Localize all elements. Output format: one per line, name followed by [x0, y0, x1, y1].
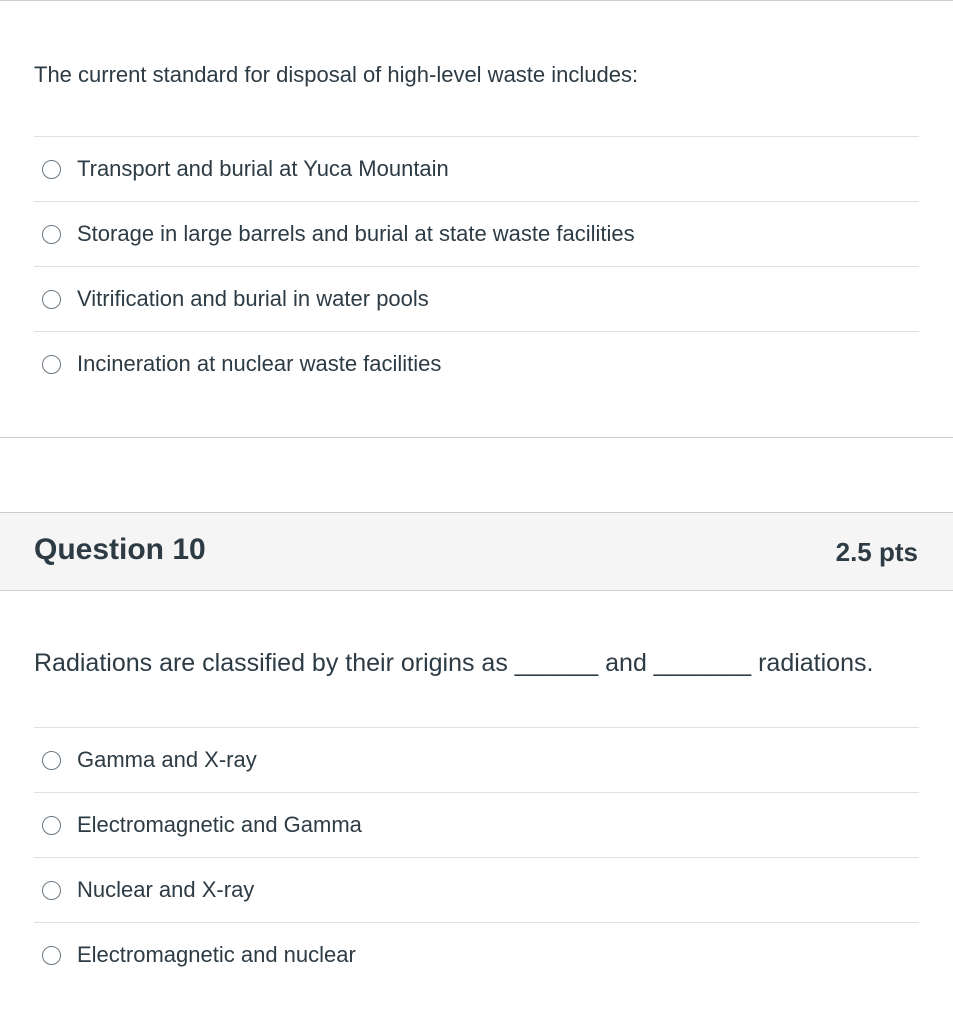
- question-9: [0, 0, 953, 438]
- question-10-answers: [34, 727, 919, 987]
- answer-option[interactable]: [34, 201, 919, 266]
- answer-label[interactable]: Storage in large barrels and burial at state waste facilities: [77, 221, 635, 246]
- answer-label[interactable]: Nuclear and X-ray: [77, 877, 255, 902]
- radio-button[interactable]: [42, 816, 61, 835]
- question-10: [0, 591, 953, 1024]
- answer-option[interactable]: [34, 792, 919, 857]
- question-9-text: The current standard for disposal of high-level waste includes:: [34, 62, 639, 87]
- answer-label[interactable]: Gamma and X-ray: [77, 747, 257, 772]
- answer-option[interactable]: [34, 136, 919, 201]
- question-10-header: [0, 512, 953, 591]
- answer-option[interactable]: [34, 331, 919, 396]
- answer-option[interactable]: [34, 727, 919, 792]
- radio-button[interactable]: [42, 881, 61, 900]
- radio-button[interactable]: [42, 355, 61, 374]
- question-10-text: Radiations are classified by their origins as ______ and _______ radiations.: [34, 649, 874, 677]
- answer-label[interactable]: Electromagnetic and nuclear: [77, 942, 356, 967]
- answer-label[interactable]: Transport and burial at Yuca Mountain: [77, 156, 449, 181]
- question-points: 2.5 pts: [835, 537, 918, 567]
- answer-option[interactable]: [34, 857, 919, 922]
- radio-button[interactable]: [42, 160, 61, 179]
- answer-option[interactable]: [34, 266, 919, 331]
- answer-label[interactable]: Electromagnetic and Gamma: [77, 812, 362, 837]
- answer-option[interactable]: [34, 922, 919, 987]
- radio-button[interactable]: [42, 225, 61, 244]
- question-9-answers: [34, 136, 919, 396]
- radio-button[interactable]: [42, 946, 61, 965]
- answer-label[interactable]: Incineration at nuclear waste facilities: [77, 351, 442, 376]
- question-title: Question 10: [34, 533, 206, 566]
- answer-label[interactable]: Vitrification and burial in water pools: [77, 286, 429, 311]
- radio-button[interactable]: [42, 290, 61, 309]
- radio-button[interactable]: [42, 751, 61, 770]
